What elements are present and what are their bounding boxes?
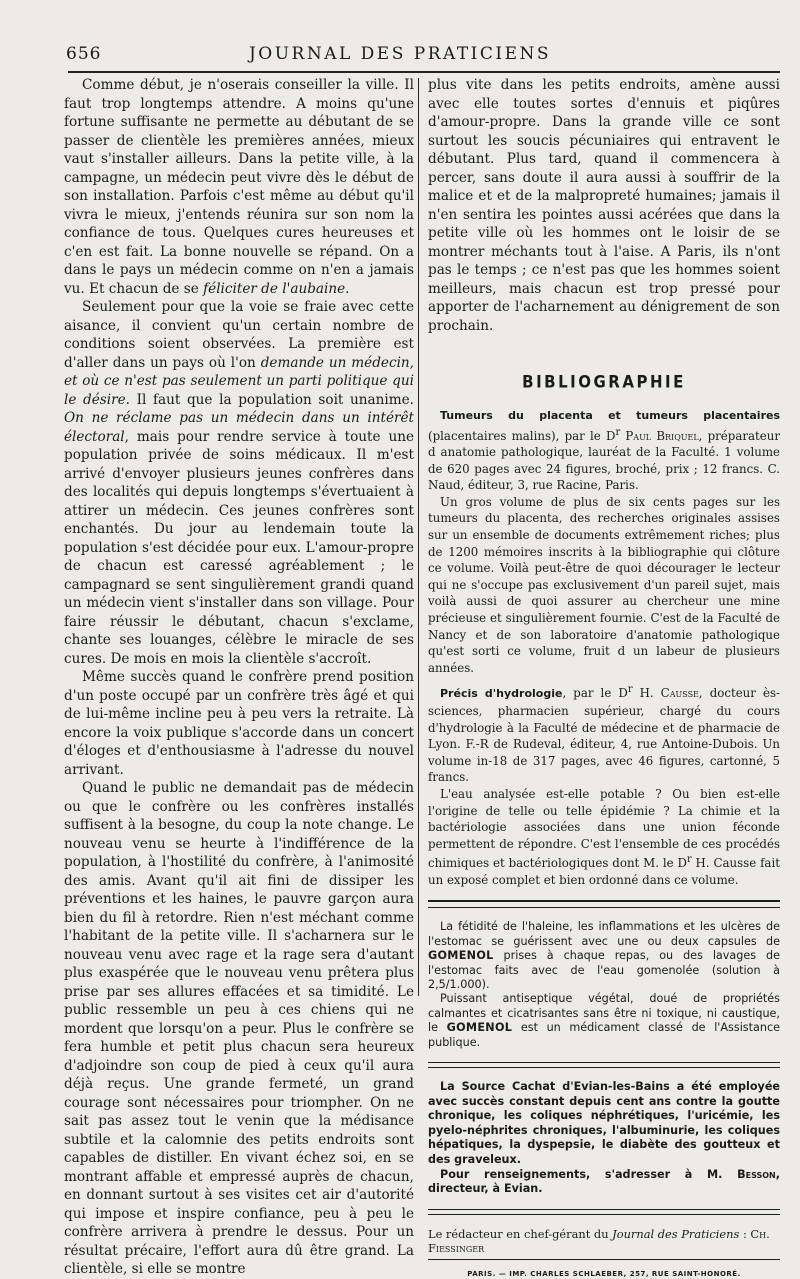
paragraph	[428, 1168, 780, 1197]
paragraph: Quand le public ne demandait pas de médecin ou que le confrère ou les confrères installés suffisent à la besogne, du coup la note change. Le nouveau venu se heurte à l'indifférence de la population, à l'hostilité du confrère, à l'animosité des amis. Avant qu'il ait fini de dissiper les préventions et les haines, le pauvre garçon aura bien du fil à retordre. Rien n'est méchant comme l'habitant de la petite ville. Il s'acharnera sur le nouveau venu avec rage et la rage sera d'autant plus exaspérée que le nouveau venu prêtera plus prise par ses allures effacées et sa timidité. Le public ressemble un peu à ces chiens qui ne mordent que lorsqu'on a peur. Plus le confrère se fera humble et petit plus chacun sera heureux d'adjoindre son coup de pied à ceux qu'il aura déjà reçus. Une grande fermeté, un grand courage sont nécessaires pour triompher. On ne sait pas assez tout le venin que la médisance subtile et la calomnie des petits endroits sont capables de distiller. En vivant échez soi, en se montrant affable et empressé auprès de chacun, en donnant surtout à ses visites cet air d'autorité qui impose et inspire confiance, peu à peu le confrère arrivera à prendre le dessus. Pour un résultat précaire, l'effort aura dû être grand. La clientèle, si elle se montre	[64, 780, 414, 1277]
journal-name: Journal des Praticiens	[612, 1226, 740, 1241]
superscript: r	[615, 426, 621, 438]
text-run: (placentaires malins), par le D	[428, 428, 616, 443]
bibliography	[428, 407, 780, 888]
paragraph	[64, 298, 414, 668]
contact-name: Besson	[737, 1167, 776, 1181]
editor-line	[428, 1227, 780, 1255]
paragraph	[428, 920, 780, 992]
paragraph	[428, 992, 780, 1050]
evian-advert	[428, 1080, 780, 1197]
book-title: Précis d'hydrologie	[440, 687, 563, 701]
italic-text: demande un médecin, et où ce n'est pas seulement un parti politique qui le désire	[64, 354, 414, 408]
author-name: H. Causse	[632, 686, 699, 701]
text-run: Seulement pour que la voie se fraie avec cette aisance, il convient qu'un certain nombre de conditions soient observées. La première est d'aller dans un pays où l'on	[64, 299, 414, 371]
left-column	[64, 76, 414, 1277]
text-run: , docteur ès-sciences, pharmacien supérieur, chargé du cours d'hydrologie à la Faculté de médecine et de pharmacie de Lyon. F.-R de Rudeval, éditeur, 4, rue Antoine-Dubois. Un volume in-18 de 317 pages, avec 46 figures, cartonné, 5 francs.	[428, 686, 780, 785]
header-rule	[68, 71, 780, 73]
separator-rule	[428, 1062, 780, 1068]
journal-title: JOURNAL DES PRATICIENS	[248, 44, 552, 64]
text-run: L'eau analysée est-elle potable ? Ou bien est-elle l'origine de telle ou telle épidémie ? La chimie et la bactériologie associées dans une union féconde permettent de répondre. C'est l'ensemble de ces procédés chimiques et bactériologiques dont M. le D	[428, 786, 780, 871]
text-run: Comme début, je n'oserais conseiller la ville. Il faut trop longtemps attendre. A moins qu'une fortune suffisante ne permette au débutant de se passer de clientèle les premières années, mieux vaut s'installer ailleurs. Dans la petite ville, à la campagne, un médecin peut vivre dès le début de son installation. Parfois c'est même au début qu'il vivra le mieux, j'entends réunira sur son nom la confiance de tous. Quelques cures heureuses et c'en est fait. La bonne nouvelle se répand. On a dans le pays un médecin comme on n'en a jamais vu. Et chacun de se	[64, 77, 414, 297]
editor-name: : Ch. Fiessinger	[428, 1226, 770, 1255]
italic-text: On ne réclame pas un médecin dans un intérêt électoral	[64, 410, 414, 445]
author-name: Paul Briquel	[620, 428, 699, 443]
text-run: , directeur, à Evian.	[428, 1167, 780, 1196]
book-title: Tumeurs du placenta et tumeurs placentaires	[440, 409, 780, 422]
separator-rule	[428, 1209, 780, 1215]
text-run: , par le D	[562, 686, 628, 701]
brand-name: GOMENOL	[446, 1021, 513, 1035]
right-column	[428, 76, 781, 1278]
text-run: La fétidité de l'haleine, les inflammations et les ulcères de l'estomac se guérissent avec une ou deux capsules de	[428, 920, 780, 948]
text-run: . Il faut que la population soit unanime.	[125, 391, 414, 408]
text-run: H. Causse fait un exposé complet et bien ordonné dans ce volume.	[428, 856, 780, 887]
bibliography-entry-heading	[428, 682, 780, 785]
page-number: 656	[66, 44, 102, 64]
paragraph: plus vite dans les petits endroits, amène aussi avec elle toutes sortes d'ennuis et piqûres d'amour-propre. Dans la grande ville ce sont surtout les soucis pécuniaires qui entravent le débutant. Plus tard, quand il commencera à percer, sans doute il aura aussi à souffrir de la malice et et de la malpropreté humaines; jamais il n'en sentira les pointes aussi acérées que dans la petite ville où les hommes ont le loisir de se montrer méchants tout à l'aise. A Paris, ils n'ont pas le temps ; ce n'est pas que les hommes soient meilleurs, mais chacun est trop pressé pour apporter de l'acharnement au dénigrement de son prochain.	[428, 77, 780, 334]
superscript: r	[686, 854, 692, 866]
text-run: est un médicament classé de l'Assistance publique.	[428, 1021, 780, 1049]
gomenol-advert	[428, 920, 780, 1050]
italic-text: féliciter de l'aubaine	[203, 280, 346, 297]
text-run: Le rédacteur en chef-gérant du	[428, 1226, 613, 1241]
bibliography-review: Un gros volume de plus de six cents pages sur les tumeurs du placenta, des recherches originales assises sur un ensemble de documents extrêmement riches; plus de 1200 mémoires inscrits à la bibliographie qui clôture ce volume. Voilà peut-être de quoi décourager le lecteur qui ne s'occupe pas exclusivement d'un pareil sujet, mais voilà aussi de quoi assurer au chercheur une mine précieuse et singulièrement fournie. C'est de la Faculté de Nancy et de son laboratoire d'anatomie pathologique qu'est sorti ce volume, fruit d un labeur de plusieurs années.	[428, 494, 780, 675]
text-run: , préparateur d anatomie pathologique, lauréat de la Faculté. 1 volume de 620 pages avec 24 figures, broché, prix ; 12 francs. C. Naud, éditeur, 3, rue Racine, Paris.	[428, 428, 781, 493]
paragraph: Même succès quand le confrère prend position d'un poste occupé par un confrère très âgé et qui de lui-même incline peu à peu vers la retraite. Là encore la voix publique s'accorde dans un concert d'éloges et d'enthousiasme à l'adresse du nouvel arrivant.	[64, 669, 414, 778]
bibliography-review	[428, 786, 780, 888]
printer-imprint: PARIS. — IMP. CHARLES SCHLAEBER, 257, RUE SAINT-HONORÉ.	[467, 1269, 741, 1278]
text-run: , mais pour rendre service à toute une population privée de soins médicaux. Il m'est arrivé d'envoyer plusieurs jeunes confrères dans des localités qui depuis longtemps s'évertuaient à attirer un médecin. Ces jeunes confrères sont enchantés. Du jour au lendemain toute la population s'est décidée pour eux. L'amour-propre de chacun est caressé agréablement ; le campagnard se sent singulièrement grandi quand un médecin vient s'installer dans son village. Pour faire réussir le débutant, chacun s'exclame, chante ses louanges, célèbre le miracle de ses cures. De mois en mois la clientèle s'accroît.	[64, 428, 414, 667]
text-run: Puissant antiseptique végétal, doué de propriétés calmantes et cicatrisantes sans être ni toxique, ni caustique, le	[428, 992, 780, 1035]
separator-rule	[428, 900, 780, 908]
superscript: r	[627, 684, 633, 696]
column-divider	[418, 78, 419, 996]
text-run: Pour renseignements, s'adresser à M.	[440, 1167, 738, 1181]
section-title: BIBLIOGRAPHIE	[522, 372, 686, 392]
text-run: .	[345, 280, 350, 297]
paragraph: La Source Cachat d'Evian-les-Bains a été employée avec succès constant depuis cent ans contre la goutte chronique, les coliques néphrétiques, l'uricémie, les pyelo-néphrites chroniques, l'albuminurie, les coliques hépatiques, la dyspepsie, le diabète des goutteux et des graveleux.	[428, 1080, 780, 1167]
paragraph	[64, 76, 414, 298]
brand-name: GOMENOL	[428, 949, 494, 963]
text-run: prises à chaque repas, ou des lavages de l'estomac faits avec de l'eau gomenolée (solution à 2,5/1.000).	[428, 949, 780, 992]
imprint-rule	[428, 1259, 780, 1260]
bibliography-entry-heading	[428, 407, 780, 494]
